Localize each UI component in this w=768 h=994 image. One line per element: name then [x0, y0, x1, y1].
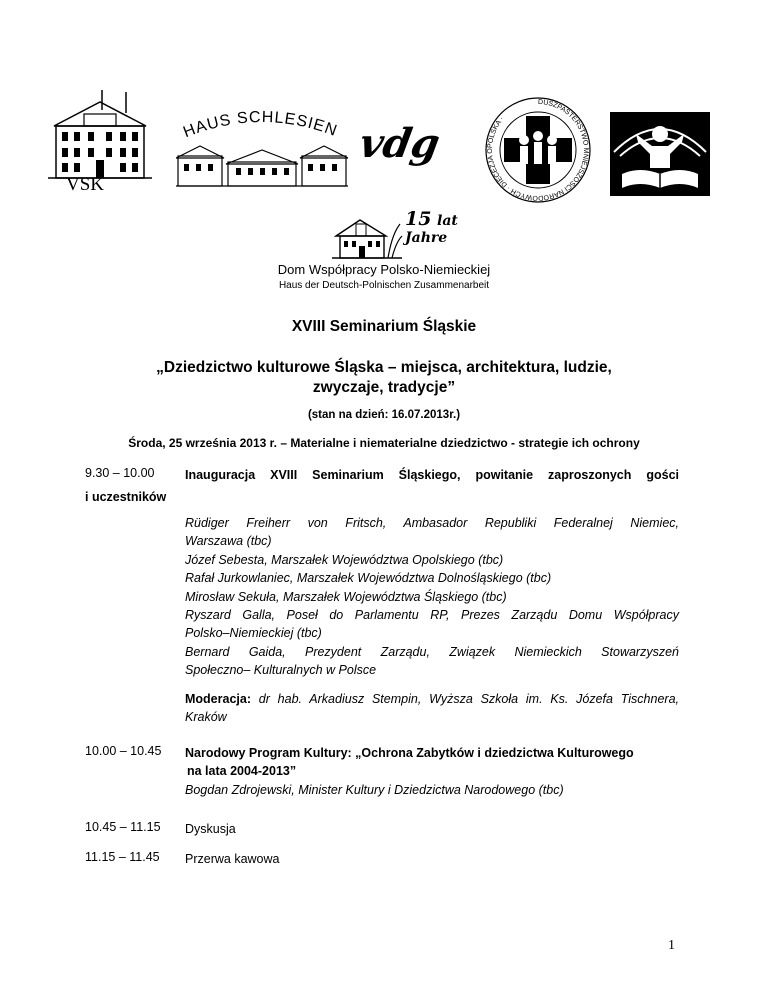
agenda-title-cont: na lata 2004-2013” [187, 764, 297, 779]
speaker-line: Ryszard Galla, Poseł do Parlamentu RP, Prezes Zarządu Domu Współpracy [185, 608, 679, 623]
agenda-time: 9.30 – 10.00 [85, 466, 155, 480]
agenda-title-cont: i uczestników [85, 490, 167, 504]
speaker-list [185, 514, 679, 680]
svg-text:HAUS SCHLESIEN [181, 109, 340, 141]
agenda-item-2 [185, 744, 679, 799]
agenda-title: Inauguracja XVIII Seminarium Śląskiego, powitanie zaproszonych gości [185, 468, 679, 482]
agenda-title: Dyskusja [185, 822, 236, 836]
speaker-line: Rüdiger Freiherr von Fritsch, Ambasador Republiki Federalnej Niemiec, [185, 516, 679, 530]
vdg-logo [355, 120, 444, 167]
agenda-time: 10.00 – 10.45 [85, 744, 162, 758]
speaker-line: Mirosław Sekuła, Marszałek Województwa Śląskiego (tbc) [185, 589, 507, 604]
haus-schlesien-label: HAUS SCHLESIEN [180, 108, 340, 142]
page-number: 1 [668, 938, 675, 953]
vsk-logo [44, 88, 156, 198]
dom-anniversary [405, 208, 465, 246]
dom-years-word1: lat [437, 213, 458, 229]
dom-years-number: 15 [405, 208, 432, 230]
moderation-text: dr hab. Arkadiusz Stempin, Wyższa Szkoła im. Ks. Józefa Tischnera, [258, 692, 679, 706]
agenda-time: 11.15 – 11.45 [85, 850, 160, 864]
vdg-label: vdg [355, 120, 444, 167]
book-emblem-logo [610, 112, 710, 196]
speaker-line: Rafał Jurkowlaniec, Marszałek Województwa Dolnośląskiego (tbc) [185, 571, 552, 586]
day-heading: Środa, 25 września 2013 r. – Materialne i niematerialne dziedzictwo - strategie ich ochrony [128, 436, 640, 450]
speaker-line: Polsko–Niemieckiej (tbc) [185, 626, 322, 641]
moderation-block [185, 690, 679, 727]
dom-wspolpracy-logo [330, 214, 404, 262]
agenda-title: Przerwa kawowa [185, 852, 280, 866]
duszpasterstwo-logo [482, 94, 594, 206]
speaker-line: Bernard Gaida, Prezydent Zarządu, Związek Niemieckich Stowarzyszeń [185, 644, 679, 659]
moderation-label: Moderacja: [185, 692, 251, 706]
dom-name-pl: Dom Współpracy Polsko-Niemieckiej [277, 262, 491, 277]
subtitle-line-1: „Dziedzictwo kulturowe Śląska – miejsca, architektura, ludzie, [156, 359, 612, 376]
speaker-line: Bogdan Zdrojewski, Minister Kultury i Dziedzictwa Narodowego (tbc) [185, 782, 564, 797]
agenda-time: 10.45 – 11.15 [85, 820, 161, 834]
dom-years-word2: Jahre [405, 230, 448, 246]
subtitle-line-2: zwyczaje, tradycje” [312, 379, 456, 396]
status-date: (stan na dzień: 16.07.2013r.) [307, 409, 461, 421]
speaker-line: Józef Sebesta, Marszałek Województwa Opolskiego (tbc) [185, 552, 504, 567]
vsk-label: VSK [66, 174, 105, 195]
dom-name-de: Haus der Deutsch-Polnischen Zusammenarbeit [278, 280, 490, 291]
speaker-line: Warszawa (tbc) [185, 534, 272, 549]
duszpasterstwo-ring-text: DUSZPASTERSTWO MNIEJSZOŚCI NARODOWYCH · DIECEZJA OPOLSKA · [486, 98, 589, 202]
moderation-text-cont: Kraków [185, 710, 227, 725]
haus-schlesien-logo [176, 108, 348, 190]
document-subtitle [0, 358, 768, 398]
speaker-line: Społeczno– Kulturalnych w Polsce [185, 663, 377, 678]
agenda-title: Narodowy Program Kultury: „Ochrona Zabytków i dziedzictwa Kulturowego [185, 746, 634, 760]
document-title: XVIII Seminarium Śląskie [291, 318, 477, 335]
